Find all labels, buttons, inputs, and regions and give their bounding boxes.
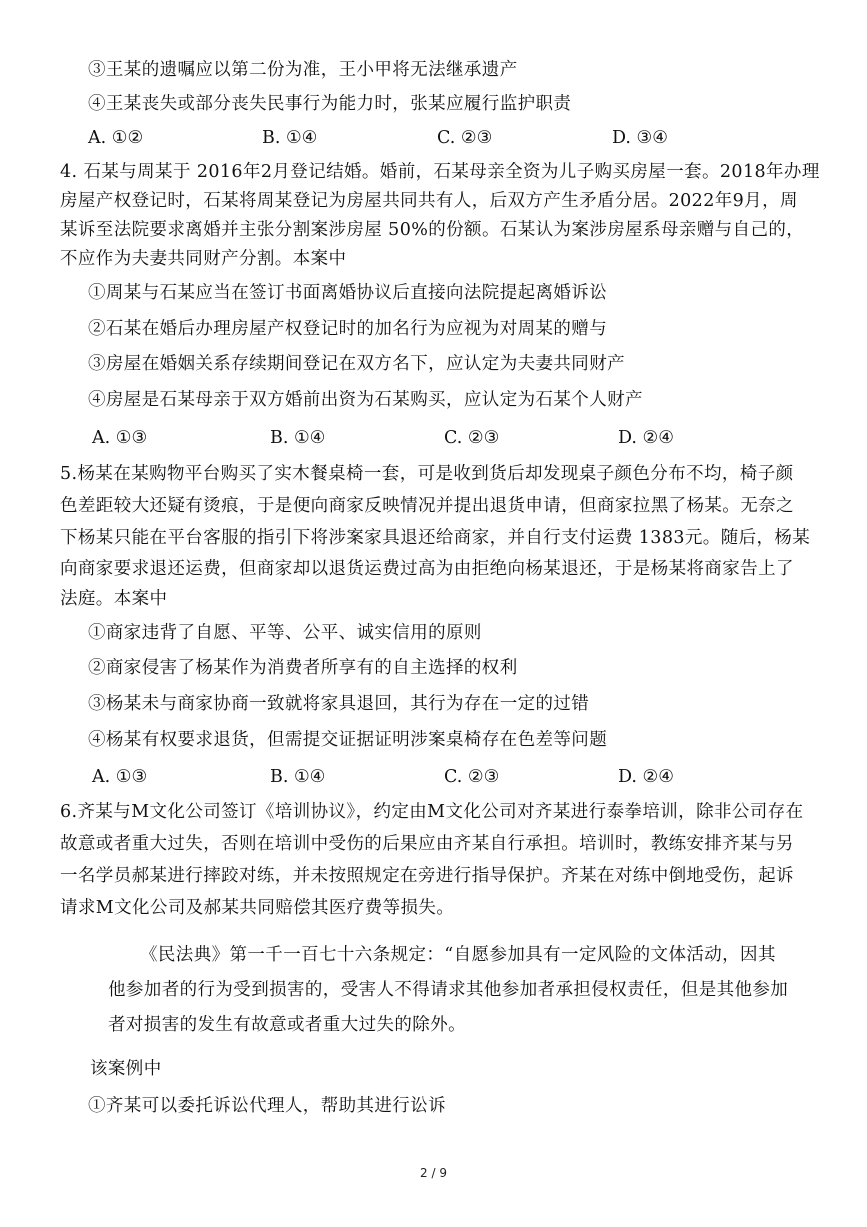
- q6-stem-line: 故意或者重大过失，否则在培训中受伤的后果应由齐某自行承担。培训时，教练安排齐某与另: [60, 834, 794, 854]
- q5-stem-line: 色差距较大还疑有烫痕，于是便向商家反映情况并提出退货申请，但商家拉黑了杨某。无奈之: [60, 496, 794, 516]
- q4-stem-line: 4. 石某与周某于 2016年2月登记结婚。婚前，石某母亲全资为儿子购买房屋一套。2018年办理: [60, 162, 820, 182]
- q4-stem-line: 不应作为夫妻共同财产分割。本案中: [60, 249, 347, 269]
- q4-statement-3: ③房屋在婚姻关系存续期间登记在双方名下，应认定为夫妻共同财产: [88, 354, 625, 374]
- q3-statement-3: ③王某的遗嘱应以第二份为准，王小甲将无法继承遗产: [88, 60, 518, 80]
- q3-statement-4: ④王某丧失或部分丧失民事行为能力时，张某应履行监护职责: [88, 94, 572, 114]
- q5-option-c: C. ②③: [444, 767, 500, 787]
- q6-stem-line: 一名学员郝某进行摔跤对练，并未按照规定在旁进行指导保护。齐某在对练中倒地受伤，起诉: [60, 866, 794, 886]
- page-number: 2 / 9: [420, 1166, 447, 1180]
- q6-stem-line: 请求M文化公司及郝某共同赔偿其医疗费等损失。: [60, 898, 455, 918]
- q3-option-b: B. ①④: [262, 128, 318, 148]
- q3-option-d: D. ③④: [612, 128, 668, 148]
- q5-option-d: D. ②④: [618, 767, 674, 787]
- q3-option-c: C. ②③: [437, 128, 493, 148]
- q6-quote-line: 他参加者的行为受到损害的，受害人不得请求其他参加者承担侵权责任，但是其他参加: [108, 980, 789, 1000]
- q6-statement-1: ①齐某可以委托诉讼代理人，帮助其进行讼诉: [88, 1096, 446, 1116]
- q5-statement-4: ④杨某有权要求退货，但需提交证据证明涉案桌椅存在色差等问题: [88, 730, 608, 750]
- q4-option-d: D. ②④: [618, 428, 674, 448]
- q6-quote-line: 者对损害的发生有故意或者重大过失的除外。: [108, 1015, 466, 1035]
- q5-stem-line: 法庭。本案中: [60, 589, 168, 609]
- q4-statement-2: ②石某在婚后办理房屋产权登记时的加名行为应视为对周某的赠与: [88, 319, 608, 339]
- q4-option-c: C. ②③: [444, 428, 500, 448]
- q5-statement-1: ①商家违背了自愿、平等、公平、诚实信用的原则: [88, 623, 482, 643]
- q5-statement-3: ③杨某未与商家协商一致就将家具退回，其行为存在一定的过错: [88, 694, 590, 714]
- q5-stem-line: 向商家要求退还运费，但商家却以退货运费过高为由拒绝向杨某退还，于是杨某将商家告上了: [60, 559, 794, 579]
- q6-stem-line: 6.齐某与M文化公司签订《培训协议》，约定由M文化公司对齐某进行泰拳培训，除非公司存在: [60, 802, 804, 822]
- q4-stem-line: 房屋产权登记时，石某将周某登记为房屋共同共有人，后双方产生矛盾分居。2022年9月，周: [60, 191, 798, 211]
- q4-option-b: B. ①④: [270, 428, 326, 448]
- q6-quote-line: 《民法典》第一千一百七十六条规定：“自愿参加具有一定风险的文体活动，因其: [140, 945, 776, 965]
- q5-option-a: A. ①③: [92, 767, 148, 787]
- q5-statement-2: ②商家侵害了杨某作为消费者所享有的自主选择的权利: [88, 658, 518, 678]
- q3-option-a: A. ①②: [88, 128, 144, 148]
- q4-statement-4: ④房屋是石某母亲于双方婚前出资为石某购买，应认定为石某个人财产: [88, 390, 643, 410]
- q6-question-stem: 该案例中: [90, 1059, 162, 1079]
- q5-stem-line: 5.杨某在某购物平台购买了实木餐桌椅一套，可是收到货后却发现桌子颜色分布不均，椅子颜: [60, 464, 794, 484]
- q5-option-b: B. ①④: [270, 767, 326, 787]
- q4-stem-line: 某诉至法院要求离婚并主张分割案涉房屋 50%的份额。石某认为案涉房屋系母亲赠与自己的，: [60, 220, 805, 240]
- q4-statement-1: ①周某与石某应当在签订书面离婚协议后直接向法院提起离婚诉讼: [88, 283, 608, 303]
- q5-stem-line: 下杨某只能在平台客服的指引下将涉案家具退还给商家，并自行支付运费 1383元。随后，杨某: [60, 528, 811, 548]
- q4-option-a: A. ①③: [92, 428, 148, 448]
